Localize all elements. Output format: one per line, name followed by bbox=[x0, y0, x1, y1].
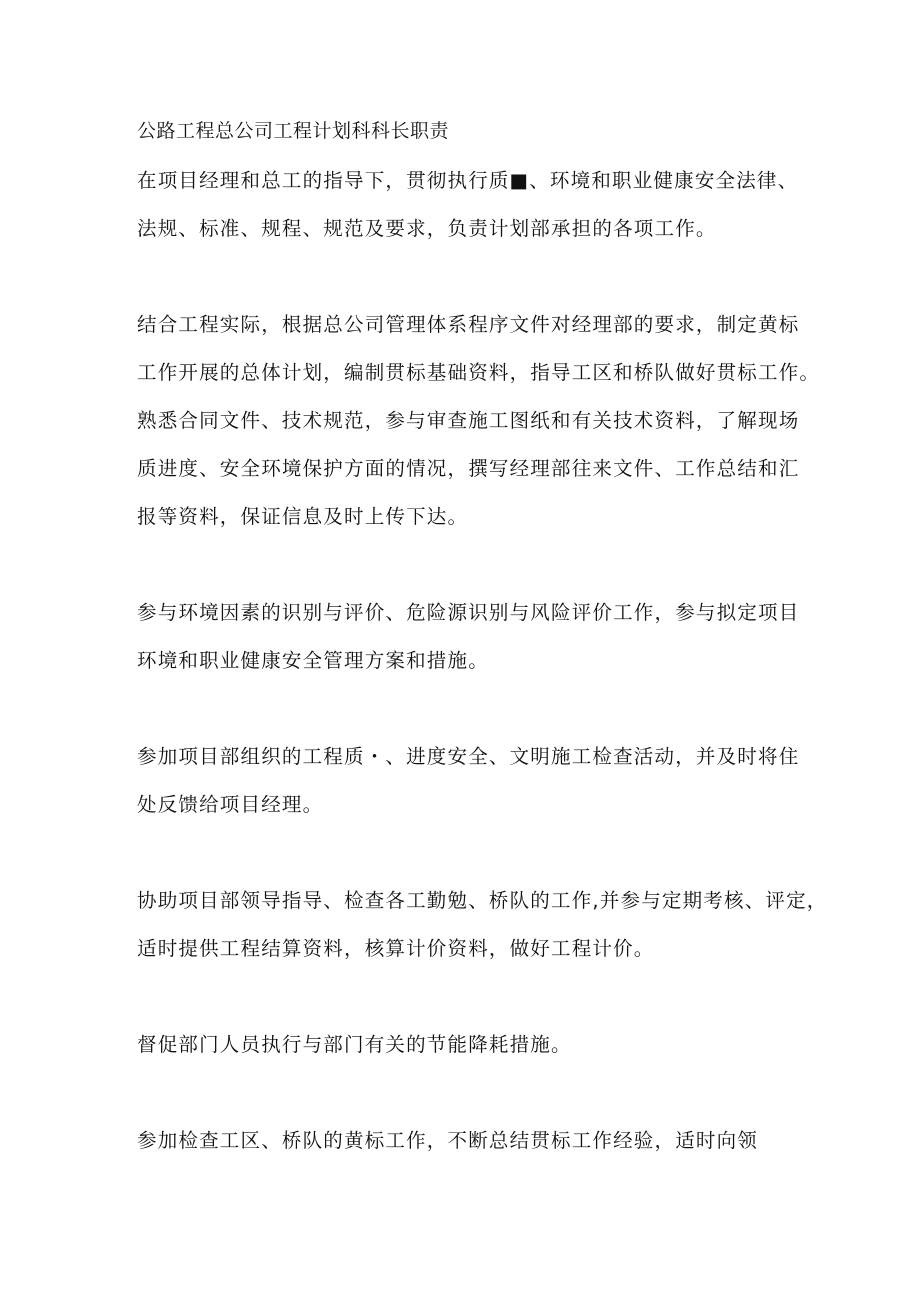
paragraph-line: 环境和职业健康安全管理方案和措施。 bbox=[137, 649, 489, 672]
document-title: 公路工程总公司工程计划科科长职责 bbox=[137, 120, 450, 142]
paragraph-line: 参加项目部组织的工程质・、进度安全、文明施工检查活动，并及时将住 bbox=[137, 745, 800, 768]
paragraph-line: 督促部门人员执行与部门有关的节能降耗措施。 bbox=[137, 1033, 572, 1056]
paragraph-line: 参加检查工区、桥队的黄标工作，不断总结贯标工作经验，适时向领 bbox=[137, 1129, 759, 1152]
paragraph-line: 工作开展的总体计划，编制贯标基础资料，指导工区和桥队做好贯标工作。 bbox=[137, 361, 821, 384]
paragraph-line: 参与环境因素的识别与评价、危险源识别与风险评价工作，参与拟定项目 bbox=[137, 601, 800, 624]
paragraph-line: 法规、标准、规程、规范及要求，负责计划部承担的各项工作。 bbox=[137, 217, 717, 240]
paragraph-line: 处反馈给项目经理。 bbox=[137, 793, 324, 816]
paragraph-line: 适时提供工程结算资料，核算计价资料，做好工程计价。 bbox=[137, 937, 655, 960]
paragraph-line: 熟悉合同文件、技术规范，参与审查施工图纸和有关技术资料，了解现场 bbox=[137, 409, 800, 432]
paragraph-line: 结合工程实际，根据总公司管理体系程序文件对经理部的要求，制定黄标 bbox=[137, 313, 800, 336]
paragraph-line: 报等资料，保证信息及时上传下达。 bbox=[137, 505, 469, 528]
paragraph-line: 协助项目部领导指导、检查各工勤勉、桥队的工作,并参与定期考核、评定， bbox=[137, 889, 828, 912]
paragraph-line: 质进度、安全环境保护方面的情况，撰写经理部往来文件、工作总结和汇 bbox=[137, 457, 800, 480]
paragraph-line: 在项目经理和总工的指导下，贯彻执行质■、环境和职业健康安全法律、 bbox=[137, 169, 799, 192]
